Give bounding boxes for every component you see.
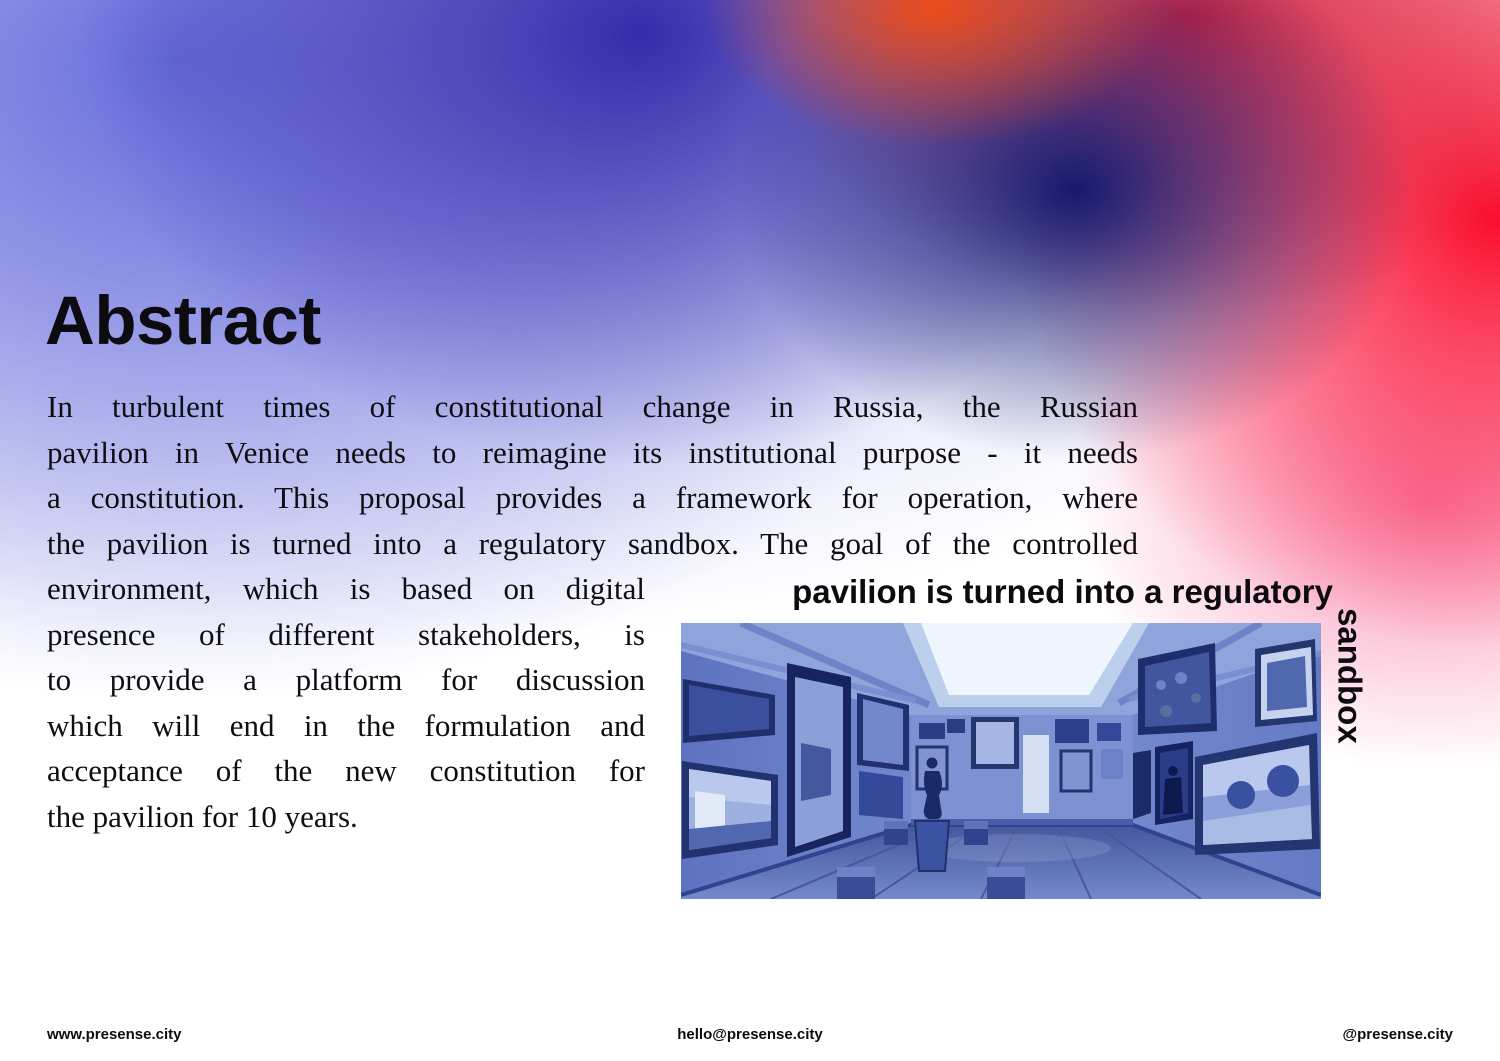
footer [0, 1026, 1500, 1050]
figure-caption-vertical: sandbox [1331, 608, 1369, 744]
abstract-line: presence of different stakeholders, is [47, 616, 645, 652]
abstract-line: In turbulent times of constitutional change in Russia, the Russian [47, 389, 1138, 424]
abstract-line: a constitution. This proposal provides a framework for operation, where [47, 480, 1138, 515]
doorway [787, 663, 851, 857]
footer-social-link[interactable]: @presense.city [1342, 1026, 1453, 1043]
abstract-line: environment, which is based on digital [47, 571, 645, 606]
abstract-line: the pavilion for 10 years. [47, 798, 358, 834]
footer-website-link[interactable]: www.presense.city [47, 1026, 182, 1043]
figure-caption: pavilion is turned into a regulatory [792, 573, 1333, 610]
page-title: Abstract [45, 282, 321, 360]
abstract-line: which will end in the formulation and [47, 707, 645, 743]
abstract-line: pavilion in Venice needs to reimagine its institutional purpose - it needs [47, 434, 1138, 470]
abstract-line: acceptance of the new constitution for [47, 753, 645, 788]
gallery-photo-image [681, 623, 1321, 899]
abstract-line: the pavilion is turned into a regulatory sandbox. The goal of the controlled [47, 525, 1138, 561]
footer-email-link[interactable]: hello@presense.city [677, 1026, 823, 1043]
abstract-line: to provide a platform for discussion [47, 662, 645, 697]
